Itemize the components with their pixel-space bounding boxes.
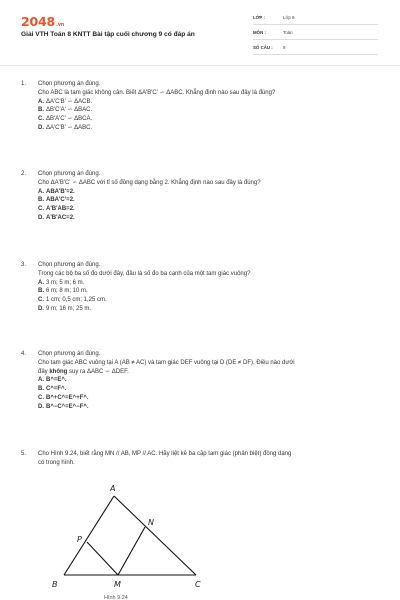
option-text: B^−C^=E^−F^. (46, 403, 89, 410)
option-c[interactable] (38, 296, 380, 305)
option-text: ΔA'C'B' ∽ ΔABC. (46, 124, 93, 131)
question-instruction: Chọn phương án đúng. (38, 171, 101, 177)
option-key: A. (38, 377, 44, 384)
option-text: 1 cm; 0,5 cm; 1,25 cm. (46, 297, 107, 304)
option-d[interactable] (38, 214, 380, 223)
document-title: Giải VTH Toán 8 KNTT Bài tập cuối chương 9 có đáp án (21, 31, 195, 38)
label-n: N (148, 518, 154, 527)
option-c[interactable] (38, 205, 380, 214)
segment-mn (118, 527, 145, 575)
option-text: ABA'C'=2. (46, 197, 75, 204)
question-number: 2. (21, 171, 27, 177)
question-text-continued: có trong hình. (38, 459, 75, 466)
option-text: 9 m; 16 m; 25 m. (46, 305, 92, 312)
segment-ac (114, 496, 196, 575)
question-instruction: Chọn phương án đúng. (38, 262, 101, 268)
meta-subject-row (253, 28, 378, 40)
option-key: C. (38, 116, 44, 123)
question-number: 3. (21, 262, 27, 268)
label-a: A (110, 484, 116, 493)
option-b[interactable] (38, 287, 380, 296)
option-d[interactable] (38, 403, 380, 412)
option-a[interactable] (38, 188, 380, 197)
option-text: ΔA'C'B' ∽ ΔACB. (46, 98, 93, 105)
question-instruction: Chọn phương án đúng. (38, 351, 101, 357)
option-key: C. (38, 394, 44, 401)
option-key: D. (38, 403, 44, 410)
option-key: B. (38, 197, 44, 204)
option-text: 3 m; 5 m; 6 m. (46, 279, 85, 286)
label-c: C (195, 580, 201, 589)
question-text-continued (38, 368, 380, 377)
option-text: ΔB'A'C' ∽ ΔBCA. (46, 116, 93, 123)
option-a[interactable] (38, 376, 380, 385)
option-text: A'B'AB=2. (46, 206, 75, 213)
option-text: ΔB'C'A' ∽ ΔBAC. (46, 107, 93, 114)
meta-count-row (253, 43, 378, 55)
option-text: ABA'B'=2. (46, 188, 75, 195)
label-m: M (114, 580, 121, 589)
option-key: B. (38, 288, 44, 295)
document-header (0, 0, 400, 66)
option-c[interactable] (38, 394, 380, 403)
meta-class-label: LỚP : (253, 15, 265, 20)
triangle-diagram (50, 480, 220, 600)
option-b[interactable] (38, 106, 380, 115)
option-text: A'B'AC=2. (46, 214, 75, 221)
meta-subject-value: Toán (283, 30, 293, 35)
site-logo[interactable] (21, 14, 64, 29)
line-suffix: suy ra ΔABC ∽ ΔDEF. (67, 368, 129, 375)
option-b[interactable] (38, 385, 380, 394)
logo-main-text: 2048 (21, 14, 55, 29)
option-key: A. (38, 279, 44, 286)
question-text: Trong các bộ ba số đo dưới đây, đâu là số đo ba cạnh của một tam giác vuông? (38, 270, 251, 277)
option-b[interactable] (38, 196, 380, 205)
question-number: 5. (21, 451, 27, 457)
option-c[interactable] (38, 115, 380, 124)
option-text: B^+C^=E^+F^. (46, 394, 89, 401)
question-text: Cho ΔA'B'C' ∽ ΔABC với tỉ số đồng dạng bằng 2. Khẳng định nào sau đây là đúng? (38, 179, 261, 186)
option-key: B. (38, 107, 44, 114)
question-number: 4. (21, 351, 27, 357)
question-text: Cho tam giác ABC vuông tại A (AB ≠ AC) và tam giác DEF vuông tại D (DE ≠ DF). Điều nào dưới (38, 359, 295, 366)
option-text: C^=F^. (46, 386, 67, 393)
geometry-figure (50, 480, 220, 600)
question-number: 1. (21, 81, 27, 87)
option-key: A. (38, 188, 44, 195)
label-p: P (77, 535, 82, 544)
question-instruction: Chọn phương án đúng. (38, 81, 101, 87)
label-b: B (52, 580, 58, 589)
option-text: 6 m; 8 m; 10 m. (46, 288, 88, 295)
segment-mp (87, 542, 118, 575)
option-key: B. (38, 386, 44, 393)
question-text: Cho Hình 9.24, biết rằng MN // AB, MP // AC. Hãy liệt kê ba cặp tam giác (phân biệt) đồng dạng (38, 451, 292, 457)
meta-subject-label: MÔN : (253, 30, 266, 35)
option-key: C. (38, 297, 44, 304)
emphasis-not: không (49, 368, 68, 375)
figure-caption: Hình 9.24 (104, 595, 128, 600)
option-text: B^=E^. (46, 377, 67, 384)
option-a[interactable] (38, 279, 380, 288)
option-d[interactable] (38, 305, 380, 314)
option-key: D. (38, 214, 44, 221)
meta-class-row (253, 13, 378, 25)
question-text: Cho ABC là tam giác không cân. Biết ΔA'B'C' ∽ ΔABC. Khẳng định nào sau đây là đúng? (38, 89, 276, 96)
option-key: D. (38, 305, 44, 312)
meta-class-value: Lớp 8 (283, 15, 295, 20)
line-prefix: đây (38, 368, 50, 375)
meta-count-label: SỐ CÂU : (253, 45, 273, 50)
option-key: A. (38, 98, 44, 105)
option-a[interactable] (38, 98, 380, 107)
option-d[interactable] (38, 124, 380, 133)
meta-count-value: 9 (283, 45, 286, 50)
logo-suffix-text: .vn (56, 22, 65, 28)
option-key: C. (38, 206, 44, 213)
option-key: D. (38, 124, 44, 131)
